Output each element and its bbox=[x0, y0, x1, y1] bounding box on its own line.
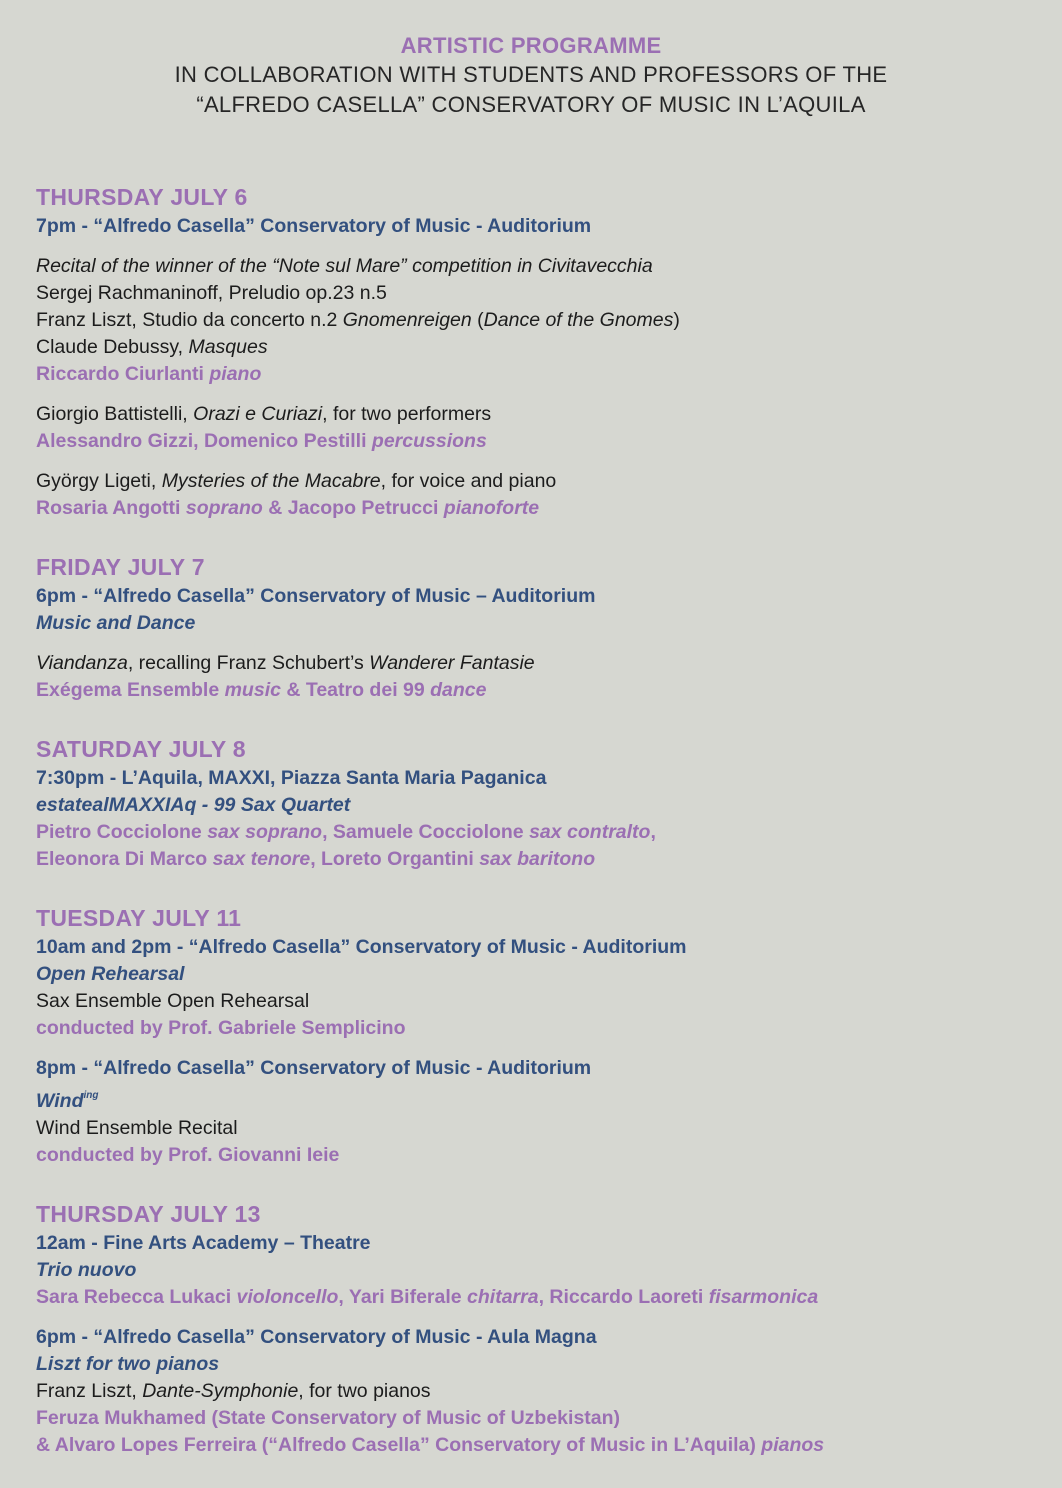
event-time-venue: 7pm - “Alfredo Casella” Conservatory of Music - Auditorium bbox=[36, 215, 592, 237]
day-heading: TUESDAY JULY 11 bbox=[36, 905, 242, 931]
event-description: Wind Ensemble Recital bbox=[36, 1117, 238, 1139]
performers-line-1: Pietro Cocciolone sax soprano, Samuele Cocciolone sax contralto, bbox=[36, 821, 656, 843]
day-saturday-july-8 bbox=[36, 734, 1036, 873]
performer-gizzi-pestilli: Alessandro Gizzi, Domenico Pestilli percussions bbox=[36, 430, 487, 452]
event-subtitle: Trio nuovo bbox=[36, 1259, 137, 1281]
day-heading: SATURDAY JULY 8 bbox=[36, 736, 246, 762]
work-liszt: Franz Liszt, Studio da concerto n.2 Gnomenreigen (Dance of the Gnomes) bbox=[36, 309, 680, 331]
event-description: Sax Ensemble Open Rehearsal bbox=[36, 990, 310, 1012]
day-heading: THURSDAY JULY 13 bbox=[36, 1201, 261, 1227]
performer-exegema: Exégema Ensemble music & Teatro dei 99 dance bbox=[36, 679, 487, 701]
event-subtitle: estatealMAXXIAq - 99 Sax Quartet bbox=[36, 794, 351, 816]
event-time-venue: 10am and 2pm - “Alfredo Casella” Conservatory of Music - Auditorium bbox=[36, 936, 687, 958]
event-subtitle: Liszt for two pianos bbox=[36, 1353, 220, 1375]
collaboration-line-1: IN COLLABORATION WITH STUDENTS AND PROFESSORS OF THE bbox=[174, 62, 888, 87]
event-subtitle: Open Rehearsal bbox=[36, 963, 185, 985]
performer-angotti-petrucci: Rosaria Angotti soprano & Jacopo Petrucci pianoforte bbox=[36, 497, 540, 519]
performer-ciurlanti: Riccardo Ciurlanti piano bbox=[36, 363, 262, 385]
event-subtitle: Music and Dance bbox=[36, 612, 196, 634]
schedule bbox=[36, 182, 1036, 1459]
performer-mukhamed: Feruza Mukhamed (State Conservatory of Music of Uzbekistan) bbox=[36, 1407, 621, 1429]
event-time-venue: 7:30pm - L’Aquila, MAXXI, Piazza Santa Maria Paganica bbox=[36, 767, 547, 789]
performers-line-2: Eleonora Di Marco sax tenore, Loreto Organtini sax baritono bbox=[36, 848, 596, 870]
collaboration-line-2: “ALFREDO CASELLA” CONSERVATORY OF MUSIC IN L’AQUILA bbox=[196, 92, 866, 117]
event-time-venue: 6pm - “Alfredo Casella” Conservatory of Music - Aula Magna bbox=[36, 1326, 597, 1348]
day-heading: FRIDAY JULY 7 bbox=[36, 554, 205, 580]
work-dante-symphonie: Franz Liszt, Dante-Symphonie, for two pianos bbox=[36, 1380, 431, 1402]
work-battistelli: Giorgio Battistelli, Orazi e Curiazi, for two performers bbox=[36, 403, 492, 425]
recital-description: Recital of the winner of the “Note sul Mare” competition in Civitavecchia bbox=[36, 255, 653, 277]
day-friday-july-7 bbox=[36, 552, 1036, 704]
event-time-venue: 12am - Fine Arts Academy – Theatre bbox=[36, 1232, 371, 1254]
day-thursday-july-6 bbox=[36, 182, 1036, 522]
event-subtitle: Wind$^{ing}$ bbox=[36, 1090, 99, 1112]
day-thursday-july-13 bbox=[36, 1199, 1036, 1459]
programme-title: ARTISTIC PROGRAMME bbox=[400, 33, 662, 58]
day-tuesday-july-11 bbox=[36, 903, 1036, 1169]
header bbox=[0, 31, 1062, 120]
work-rachmaninoff: Sergej Rachmaninoff, Preludio op.23 n.5 bbox=[36, 282, 387, 304]
work-ligeti: György Ligeti, Mysteries of the Macabre, for voice and piano bbox=[36, 470, 557, 492]
work-debussy: Claude Debussy, Masques bbox=[36, 336, 268, 358]
conductor: conducted by Prof. Giovanni Ieie bbox=[36, 1144, 340, 1166]
performers-trio: Sara Rebecca Lukaci violoncello, Yari Biferale chitarra, Riccardo Laoreti fisarmonica bbox=[36, 1286, 819, 1308]
conductor: conducted by Prof. Gabriele Semplicino bbox=[36, 1017, 406, 1039]
performer-ferreira: & Alvaro Lopes Ferreira (“Alfredo Casella” Conservatory of Music in L’Aquila) pianos bbox=[36, 1434, 825, 1456]
event-time-venue: 8pm - “Alfredo Casella” Conservatory of Music - Auditorium bbox=[36, 1057, 592, 1079]
event-time-venue: 6pm - “Alfredo Casella” Conservatory of Music – Auditorium bbox=[36, 585, 596, 607]
day-heading: THURSDAY JULY 6 bbox=[36, 184, 248, 210]
work-viandanza: Viandanza, recalling Franz Schubert’s Wanderer Fantasie bbox=[36, 652, 535, 674]
